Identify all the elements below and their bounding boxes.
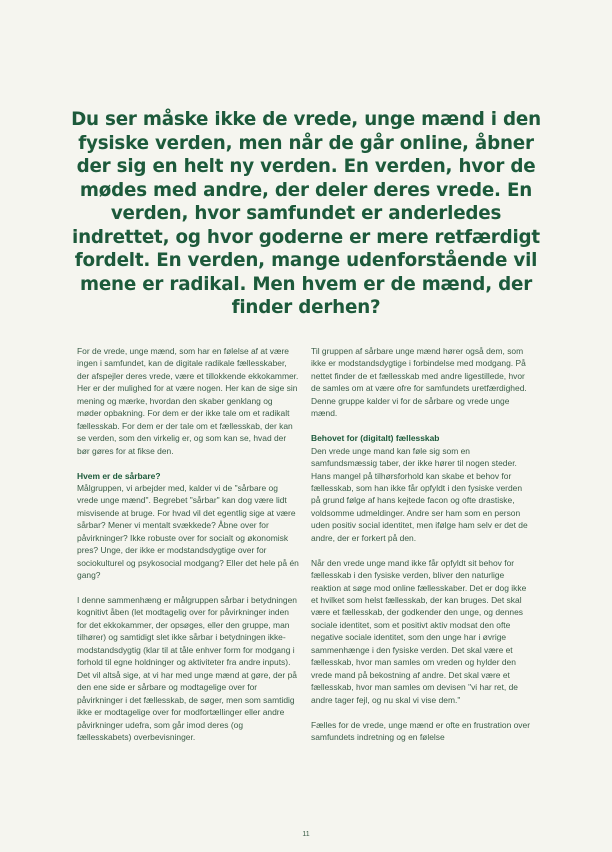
body-paragraph: For de vrede, unge mænd, som har en følelse af at være ingen i samfundet, kan de digitale radikale fællesskaber, der afspejler deres vrede, være et tillokkende ekkokammer. Her er der mulighed for at være nogen. Her kan de sige sin mening og mærke, hvordan den skaber genklang og møder opbakning. For dem er der ikke tale om et radikalt fællesskab. For dem er der tale om et fællesskab, der kan se verden, som den virkelig er, og som kan se, hvad der bør gøres for at fikse den. [77,346,299,456]
body-paragraph: Til gruppen af sårbare unge mænd hører også dem, som ikke er modstandsdygtige i forbindelse med modgang. På nettet finder de et fællesskab med andre ligestillede, hvor de samles om at være ofre for samfundets uretfærdighed. Denne gruppe kalder vi for de sårbare og vrede unge mænd. [311,346,527,419]
section-heading: Hvem er de sårbare? [77,470,161,481]
body-paragraph: I denne sammenhæng er målgruppen sårbar i betydningen kognitivt åben (let modtagelig over for påvirkninger inden for det ekkokammer, der opsøges, eller den gruppe, man tilhører) og samtidigt slet ikke sårbar i betydningen ikke-modstandsdygtig (klar til at tåle enhver form for modgang i forhold til egne holdninger og aktiviteter fra andre inputs). Det vil altså sige, at vi har med unge mænd at gøre, der på den ene side er sårbare og modtagelige over for påvirkninger i det fællesskab, de søger, men som samtidig ikke er modtagelige over for modfortællinger eller andre påvirkninger udefra, som går imod deres (og fællesskabets) overbevisninger. [77,595,297,743]
right-column [311,345,533,756]
left-column [77,345,299,756]
intro-heading: Du ser måske ikke de vrede, unge mænd i den fysiske verden, men når de går online, åbner der sig en helt ny verden. En verden, hvor de mødes med andre, der deler deres vrede. En verden, hvor samfundet er anderledes indrettet, og hvor goderne er mere retfærdigt fordelt. En verden, mange udenforstående vil mene er radikal. Men hvem er de mænd, der finder derhen? [71,109,541,318]
body-paragraph: Den vrede unge mand kan føle sig som en samfundsmæssig taber, der ikke hører til nogen steder. Hans mangel på tilhørsforhold kan skabe et behov for fællesskab, som han ikke får opfyldt i den fysiske verden på grund følge af hans kejtede facon og ofte drastiske, voldsomme udmeldinger. Andre ser ham som en person uden positiv social identitet, men ifølge ham selv er det de andre, der er forkert på den. [311,445,528,543]
body-paragraph: Fælles for de vrede, unge mænd er ofte en frustration over samfundets indretning og en følelse [311,719,531,742]
body-paragraph: Når den vrede unge mand ikke får opfyldt sit behov for fællesskab i den fysiske verden, bliver den naturlige reaktion at søge mod online fællesskaber. Det er dog ikke et hvilket som helst fællesskab, der kan bruges. Det skal være et fællesskab, der godkender den unge, og dennes sociale identitet, som et positivt aktiv modsat den ofte negative sociale identitet, som den unge har i øvrige sammenhænge i den fysiske verden. Det skal være et fællesskab, hvor man samles om vreden og hylder den vrede mand på bekostning af andre. Det skal være et fællesskab, hvor man samles om devisen "vi har ret, de andre tager fejl, og nu skal vi vise dem." [311,557,527,705]
section-heading: Behovet for (digitalt) fællesskab [311,433,440,444]
page-number: 11 [302,831,310,838]
body-paragraph: Målgruppen, vi arbejder med, kalder vi de "sårbare og vrede unge mænd". Begrebet "sårbar" kan dog være lidt misvisende at bruge. For hvad vil det egentlig sige at være sårbar? Mener vi mentalt svækkede? Åbne over for påvirkninger? Ikke robuste over for socialt og økonomisk pres? Unge, der ikke er modstandsdygtige over for sociokulturel og psykosocial modgang? Eller det hele på én gang? [77,482,299,581]
